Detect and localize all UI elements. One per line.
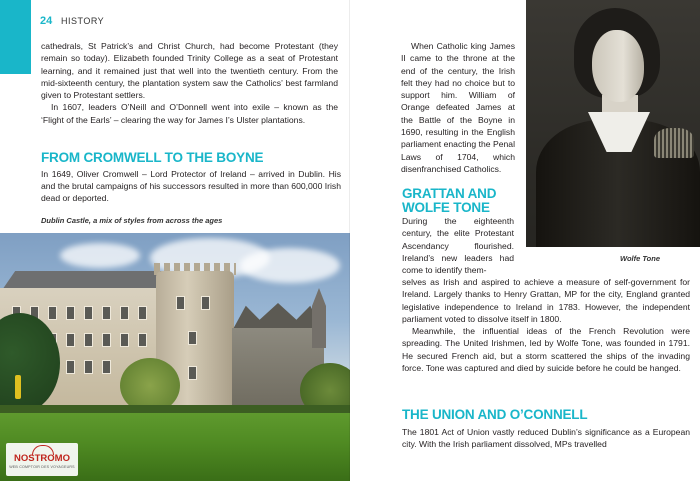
right-column-union (402, 408, 690, 450)
photo-caption: Dublin Castle, a mix of styles from across the ages (41, 216, 223, 225)
section-tab (0, 0, 31, 74)
paragraph: When Catholic king James II came to the throne at the end of the century, the Irish felt they had no choice but to support him. William of Orange defeated James at the Battle of the Boyne in 1690, resulting in the English parliament enacting the Penal Laws of 1704, which disenfranchised Catholics. (401, 41, 515, 174)
right-column-grattan-bottom (402, 276, 690, 374)
heading-cromwell: FROM CROMWELL TO THE BOYNE (41, 150, 264, 165)
paragraph: selves as Irish and aspired to achieve a measure of self-government for Ireland. Largely thanks to Henry Grattan, MP for the city, England granted legislative independence to Ireland in 1783. However, the independent parliament voted to dissolve itself in 1800. (402, 277, 690, 324)
portrait-caption: Wolfe Tone (620, 254, 660, 263)
paragraph: cathedrals, St Patrick’s and Christ Church, had become Protestant (they remain so today). Elizabeth founded Trinity College as a seat of Protestant learning, and it remained just that well into the twentieth century. From the mid-sixteenth century, the plantation system saw the Catholics’ best farmland given to Protestant settlers. (41, 41, 338, 101)
page-number: 24 (40, 15, 53, 27)
logo-name: NOSTROMO (14, 453, 70, 464)
paragraph: During the eighteenth century, the elite Protestant Ascendancy flourished. Ireland’s new leaders had come to identify them- (402, 216, 514, 276)
right-column-james (401, 40, 515, 175)
paragraph: In 1649, Oliver Cromwell – Lord Protector of Ireland – arrived in Dublin. His and the brutal campaigns of his successors resulted in more than 600,000 Irish dead or deported. (41, 168, 341, 204)
left-column-cromwell (41, 151, 341, 204)
paragraph: Meanwhile, the influential ideas of the French Revolution were spreading. The United Irishmen, led by Wolfe Tone, was founded in 1791. He secured French aid, but a storm scattered the ships of the invading force. Tone was captured and died by suicide before he could be hanged. (402, 326, 690, 374)
paragraph: In 1607, leaders O’Neill and O’Donnell went into exile – known as the ‘Flight of the Earls’ – clearing the way for James I’s Ulster plantations. (41, 102, 338, 125)
right-page (350, 0, 700, 481)
section-title: HISTORY (61, 16, 105, 26)
paragraph: The 1801 Act of Union vastly reduced Dublin’s significance as a European city. With the Irish parliament dissolved, MPs travelled (402, 426, 690, 449)
nostromo-logo (6, 443, 78, 476)
left-column-intro (41, 40, 338, 126)
wolfe-tone-portrait (526, 0, 700, 247)
heading-union: THE UNION AND O’CONNELL (402, 407, 588, 422)
right-column-grattan-top (402, 187, 514, 276)
logo-tagline: WEB COMPTOIR DES VOYAGEURS (9, 465, 75, 469)
heading-grattan: GRATTAN AND WOLFE TONE (402, 186, 497, 215)
logo-mark-icon (32, 445, 54, 455)
